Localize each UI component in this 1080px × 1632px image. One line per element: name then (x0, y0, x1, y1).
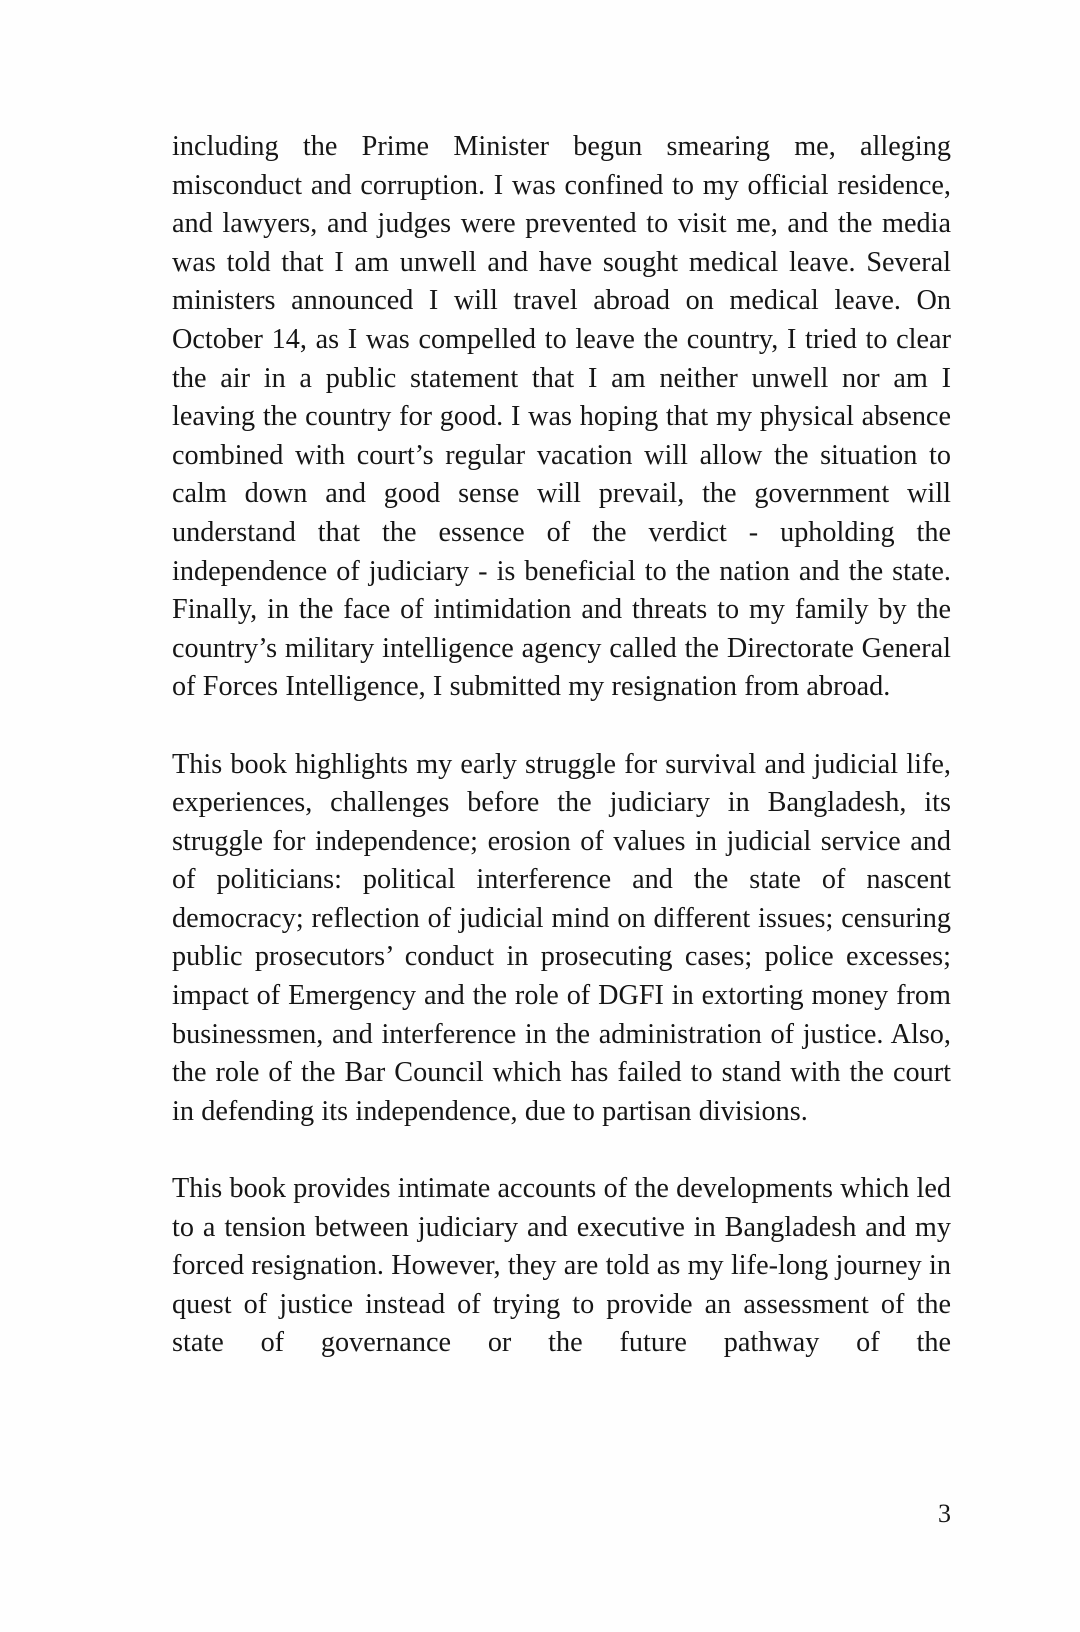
page-number: 3 (938, 1499, 951, 1528)
body-paragraph-1: including the Prime Minister begun smearing me, alleging misconduct and corruption. I was confined to my official residence, and lawyers, and judges were prevented to visit me, and the media was told that I am unwell and have sought medical leave. Several ministers announced I will travel abroad on medical leave. On October 14, as I was compelled to leave the country, I tried to clear the air in a public statement that I am neither unwell nor am I leaving the country for good. I was hoping that my physical absence combined with court’s regular vacation will allow the situation to calm down and good sense will prevail, the government will understand that the essence of the verdict - upholding the independence of judiciary - is beneficial to the nation and the state. Finally, in the face of intimidation and threats to my family by the country’s military intelligence agency called the Directorate General of Forces Intelligence, I submitted my resignation from abroad. (172, 131, 951, 703)
body-text-column (172, 128, 951, 1363)
body-paragraph-3: This book provides intimate accounts of the developments which led to a tension between judiciary and executive in Bangladesh and my forced resignation. However, they are told as my life-long journey in quest of justice instead of trying to provide an assessment of the state of governance or the future pathway of the (172, 1173, 951, 1359)
body-paragraph-2: This book highlights my early struggle for survival and judicial life, experiences, challenges before the judiciary in Bangladesh, its struggle for independence; erosion of values in judicial service and of politicians: political interference and the state of nascent democracy; reflection of judicial mind on different issues; censuring public prosecutors’ conduct in prosecuting cases; police excesses; impact of Emergency and the role of DGFI in extorting money from businessmen, and interference in the administration of justice. Also, the role of the Bar Council which has failed to stand with the court in defending its independence, due to partisan divisions. (172, 748, 951, 1127)
